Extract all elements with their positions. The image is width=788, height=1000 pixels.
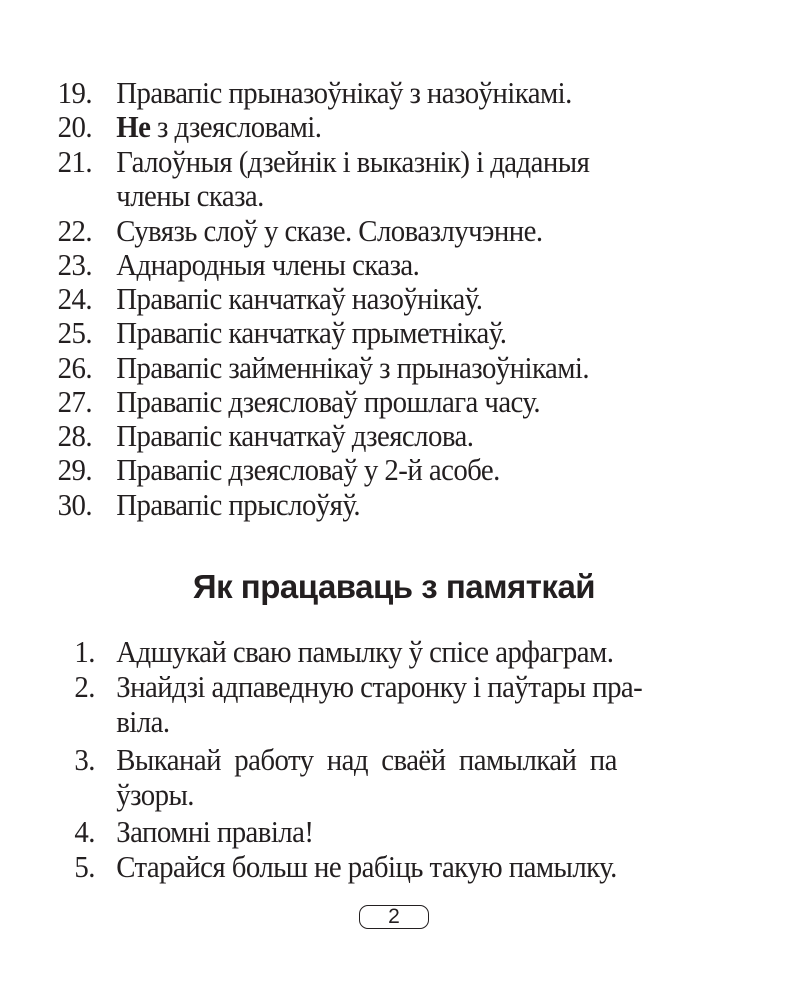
item-text: Правапіс канчаткаў прыметнікаў. <box>116 315 507 350</box>
step-text: Адшукай сваю памылку ў спісе арфаграм. <box>116 634 614 669</box>
step-number: 1. <box>74 634 95 669</box>
item-text: Сувязь слоў у сказе. Словазлучэнне. <box>116 213 543 248</box>
page-number-badge: 2 <box>359 905 429 929</box>
item-text: Правапіс прыслоўяў. <box>116 487 360 522</box>
item-text: Правапіс канчаткаў назоўнікаў. <box>116 281 483 316</box>
item-text: Правапіс дзеясловаў у 2-й асобе. <box>116 452 500 487</box>
step-number: 5. <box>74 849 95 884</box>
item-number: 20. <box>57 109 93 144</box>
item-text-continuation: члены сказа. <box>116 178 264 213</box>
item-text: з дзеясловамі. <box>150 109 322 144</box>
step-number: 4. <box>74 814 95 849</box>
step-text: Выканай работу над сваёй памылкай па <box>116 742 617 777</box>
item-number: 24. <box>57 281 93 316</box>
item-number: 22. <box>57 213 93 248</box>
item-number: 29. <box>57 452 93 487</box>
step-text: Старайся больш не рабіць такую памылку. <box>116 849 617 884</box>
step-text-continuation: віла. <box>116 704 170 739</box>
item-text: Правапіс дзеясловаў прошлага часу. <box>116 384 541 419</box>
step-number: 2. <box>74 669 95 704</box>
step-number: 3. <box>74 742 95 777</box>
step-text: Знайдзі адпаведную старонку і паўтары пра- <box>116 669 643 704</box>
item-number: 27. <box>57 384 93 419</box>
item-number: 23. <box>57 247 93 282</box>
section-heading: Як працаваць з памяткай <box>192 568 596 605</box>
item-number: 21. <box>57 144 93 179</box>
step-text-continuation: ўзоры. <box>116 777 194 812</box>
item-number: 30. <box>57 487 93 522</box>
item-text: Правапіс канчаткаў дзеяслова. <box>116 418 474 453</box>
item-text: Правапіс прыназоўнікаў з назоўнікамі. <box>116 75 572 110</box>
item-number: 19. <box>57 75 93 110</box>
item-text: Галоўныя (дзейнік і выказнік) і даданыя <box>116 144 590 179</box>
item-number: 26. <box>57 350 93 385</box>
item-bold-word: Не <box>116 109 151 144</box>
step-text: Запомні правіла! <box>116 814 314 849</box>
item-text: Правапіс займеннікаў з прыназоўнікамі. <box>116 350 590 385</box>
item-number: 28. <box>57 418 93 453</box>
item-number: 25. <box>57 315 93 350</box>
item-text: Аднародныя члены сказа. <box>116 247 420 282</box>
